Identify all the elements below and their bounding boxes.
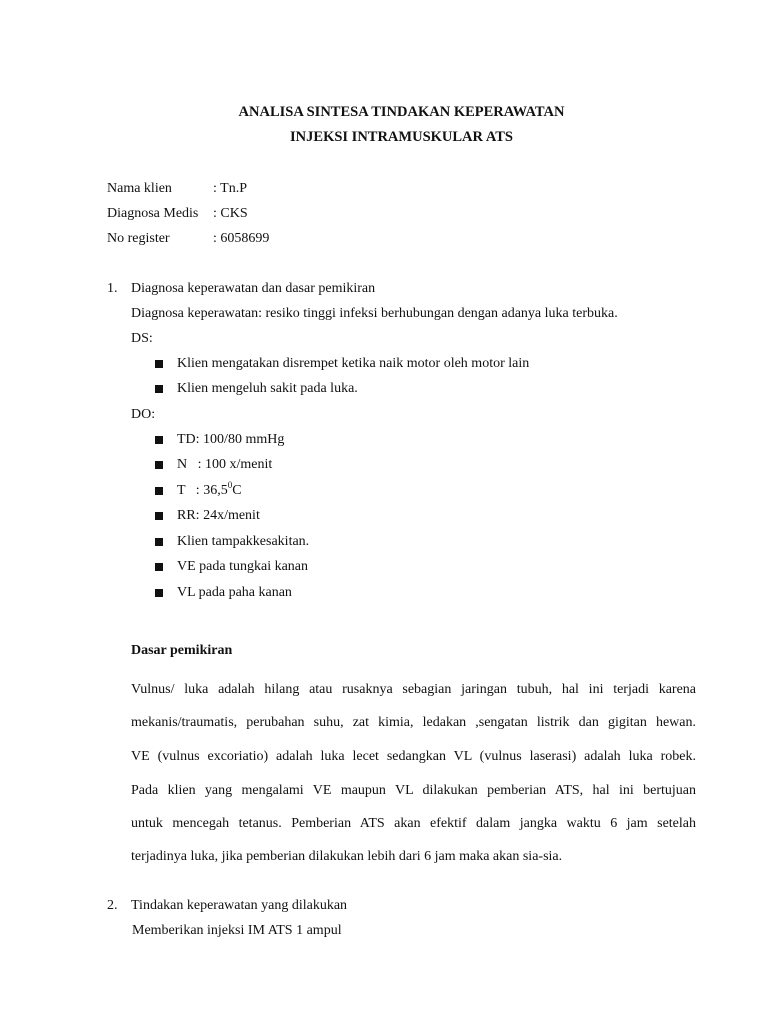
identity-value-diagnosis: : CKS: [213, 206, 248, 221]
section2-number: 2.: [107, 898, 118, 913]
document-title-line2: INJEKSI INTRAMUSKULAR ATS: [290, 129, 513, 145]
dasar-line: untuk mencegah tetanus. Pemberian ATS akan efektif dalam jangka waktu 6 jam setelah: [131, 816, 696, 831]
do-item: N : 100 x/menit: [177, 457, 273, 472]
do-label: DO:: [131, 407, 156, 422]
dasar-line: VE (vulnus excoriatio) adalah luka lecet sedangkan VL (vulnus laserasi) adalah luka robek.: [131, 749, 696, 764]
ds-item: Klien mengeluh sakit pada luka.: [177, 381, 358, 396]
bullet-square-icon: [155, 563, 163, 571]
bullet-square-icon: [155, 512, 163, 520]
ds-label: DS:: [131, 331, 153, 346]
identity-label-name: Nama klien: [107, 181, 172, 196]
dasar-line: terjadinya luka, jika pemberian dilakukan lebih dari 6 jam maka akan sia-sia.: [131, 849, 563, 864]
temperature-value: T : 36,5: [177, 483, 228, 498]
identity-label-diagnosis: Diagnosa Medis: [107, 206, 199, 221]
section1-number: 1.: [107, 281, 118, 296]
identity-label-register: No register: [107, 231, 170, 246]
bullet-square-icon: [155, 589, 163, 597]
bullet-square-icon: [155, 436, 163, 444]
temperature-unit: C: [232, 483, 242, 498]
do-item: Klien tampakkesakitan.: [177, 534, 310, 549]
do-item: VE pada tungkai kanan: [177, 559, 309, 574]
dasar-pemikiran-heading: Dasar pemikiran: [131, 643, 233, 658]
temperature-degree: 0: [227, 480, 233, 490]
section2-action: Memberikan injeksi IM ATS 1 ampul: [132, 923, 342, 938]
section1-heading: Diagnosa keperawatan dan dasar pemikiran: [131, 281, 376, 296]
bullet-square-icon: [155, 360, 163, 368]
document-title-line1: ANALISA SINTESA TINDAKAN KEPERAWATAN: [238, 104, 565, 120]
identity-value-register: : 6058699: [213, 231, 270, 246]
bullet-square-icon: [155, 461, 163, 469]
identity-value-name: : Tn.P: [213, 181, 247, 196]
bullet-square-icon: [155, 385, 163, 393]
ds-item: Klien mengatakan disrempet ketika naik motor oleh motor lain: [177, 356, 530, 371]
do-item-temperature: [177, 482, 242, 500]
do-item: TD: 100/80 mmHg: [177, 432, 285, 447]
dasar-line: Pada klien yang mengalami VE maupun VL dilakukan pemberian ATS, hal ini bertujuan: [131, 783, 696, 798]
dasar-line: mekanis/traumatis, perubahan suhu, zat kimia, ledakan ,sengatan listrik dan gigitan hewan.: [131, 715, 696, 730]
bullet-square-icon: [155, 538, 163, 546]
section2-heading: Tindakan keperawatan yang dilakukan: [131, 898, 348, 913]
do-item: RR: 24x/menit: [177, 508, 260, 523]
bullet-square-icon: [155, 487, 163, 495]
dasar-line: Vulnus/ luka adalah hilang atau rusaknya sebagian jaringan tubuh, hal ini terjadi karena: [131, 682, 696, 697]
do-item: VL pada paha kanan: [177, 585, 292, 600]
diagnosis-statement: Diagnosa keperawatan: resiko tinggi infeksi berhubungan dengan adanya luka terbuka.: [131, 306, 618, 321]
